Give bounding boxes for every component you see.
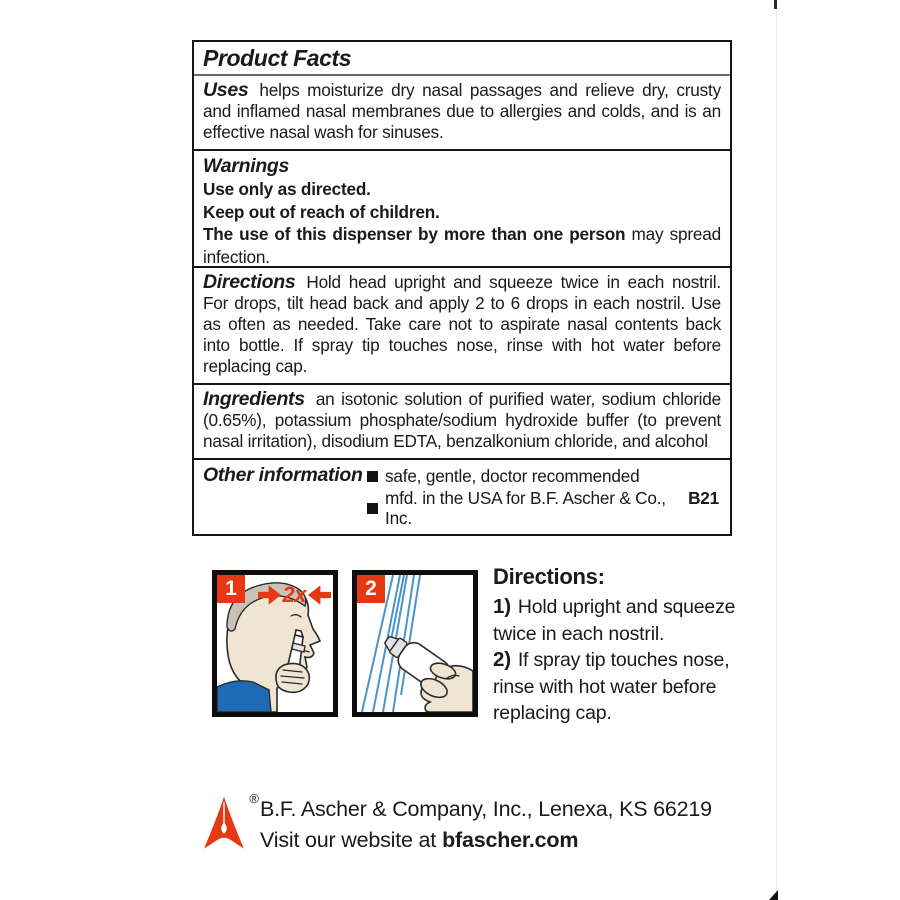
spray-count-label: 2x [282,582,306,607]
crop-mark-top [774,0,777,9]
uses-text: helps moisturize dry nasal passages and relieve dry, crusty and inflamed nasal membranes due to allergies and colds, and is an effective nasal wash for sinuses. [203,80,721,142]
ingredients-heading: Ingredients [203,388,305,410]
warning-line-3 [203,223,721,268]
footer-text [260,793,712,855]
directions-ingredients-panel [192,266,732,536]
website-prefix: Visit our website at [260,828,437,852]
step2-badge: 2 [357,575,385,603]
spray-count-indicator [258,582,331,608]
usage-step2-figure [352,570,478,717]
ascher-logo [203,791,259,855]
ingredients-section [194,385,730,458]
usage-directions [493,564,745,727]
bullet-square-icon [367,503,378,514]
directions-section [194,268,730,383]
warning-line-2: Keep out of reach of children. [203,201,440,222]
uses-section [194,76,730,149]
warning-line-1: Use only as directed. [203,179,371,199]
warnings-heading: Warnings [203,155,290,177]
arrow-right-icon [258,585,281,605]
directions-text: Hold head upright and squeeze twice in each nostril. For drops, tilt head back and apply 2 to 6 drops in each nostril. Use as often as needed. Take care not to aspirate nasal contents back into bottle. If spray tip touches nose, rinse with hot water before replacing cap. [203,272,721,376]
footer [203,793,712,855]
directions-paragraph [203,272,721,377]
other-information-section [194,460,730,534]
other-information-heading: Other information [203,464,363,486]
warning-line-3-bold: The use of this dispenser by more than one person [203,224,626,244]
other-information-row [203,464,721,528]
bullet-square-icon [367,471,378,482]
arrow-left-icon [308,585,331,605]
other-info-item [367,488,721,528]
product-facts-panel [192,40,732,276]
usage-step1-figure [212,570,338,717]
step-2-number: 2) [493,648,511,671]
crop-mark-bottom [769,890,778,900]
company-address: B.F. Ascher & Company, Inc., Lenexa, KS 66219 [260,797,712,821]
registered-trademark: ® [249,791,259,806]
warnings-section [194,151,730,274]
usage-step-2 [493,647,745,727]
ascher-logo-icon [203,796,245,854]
other-information-items [367,464,721,528]
step1-badge: 1 [217,575,245,603]
step-1-text: Hold upright and squeeze twice in each nostril. [493,596,736,645]
ingredients-paragraph [203,389,721,452]
print-hairline [776,0,777,900]
lot-code: B21 [688,488,719,508]
uses-heading: Uses [203,79,249,101]
product-facts-title: Product Facts [203,45,352,71]
website-line [260,826,712,855]
step-2-text: If spray tip touches nose, rinse with hot water before replacing cap. [493,649,730,724]
step-1-number: 1) [493,595,511,618]
other-info-item-text: mfd. in the USA for B.F. Ascher & Co., Inc. [385,488,666,528]
ingredients-text: an isotonic solution of purified water, sodium chloride (0.65%), potassium phosphate/sodium hydroxide buffer (to prevent nasal irritation), disodium EDTA, benzalkonium chloride, and alcohol [203,389,721,451]
other-info-item-text: safe, gentle, doctor recommended [385,466,640,486]
uses-paragraph [203,80,721,143]
warning-line-3-rest: may spread infection. [203,224,722,267]
directions-heading: Directions [203,271,296,293]
website-url: bfascher.com [442,828,579,852]
usage-step-1 [493,594,745,647]
usage-directions-heading: Directions: [493,564,605,589]
other-info-item [367,466,721,486]
